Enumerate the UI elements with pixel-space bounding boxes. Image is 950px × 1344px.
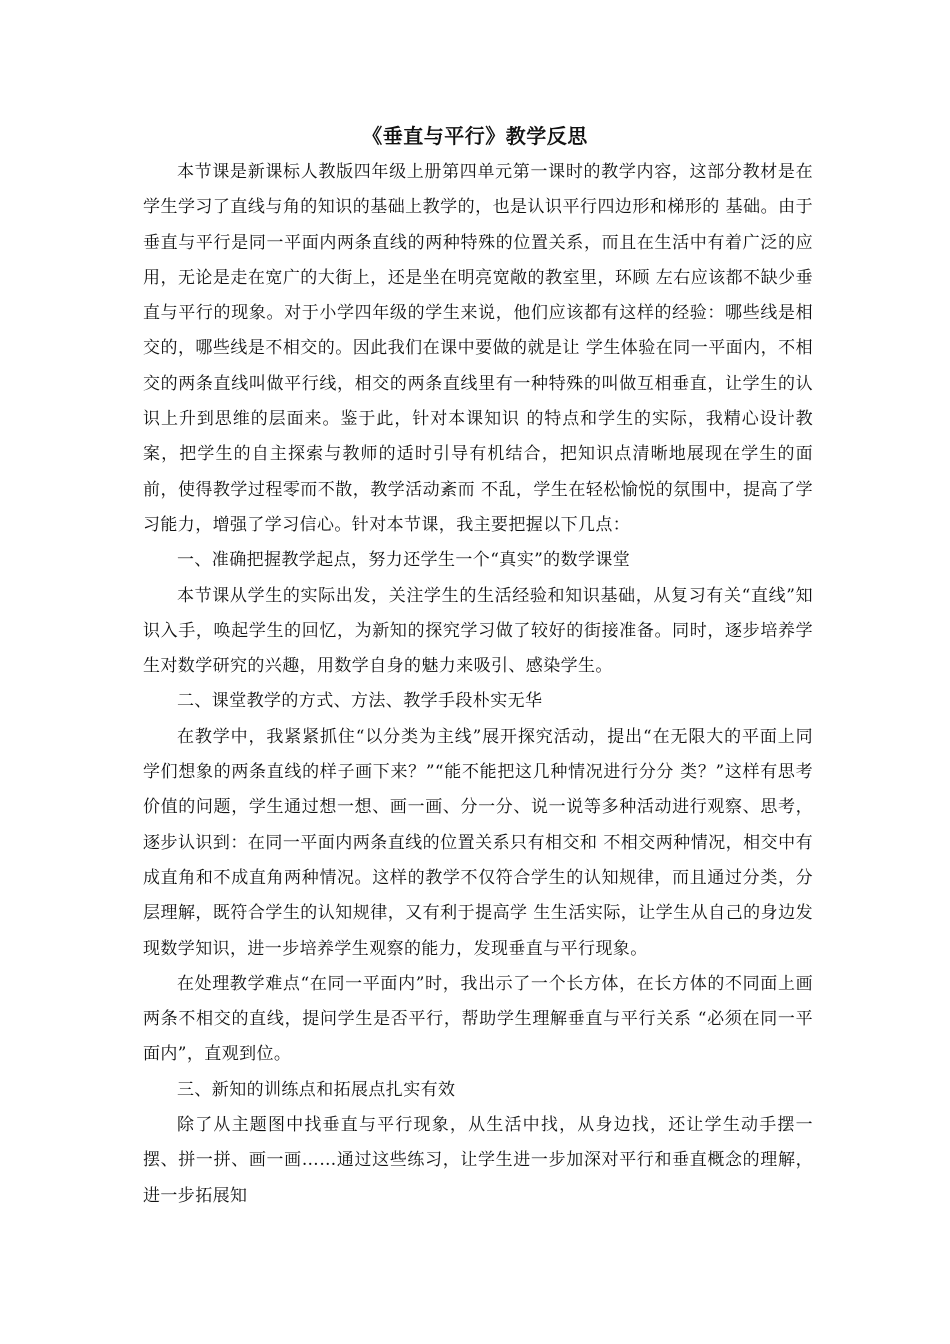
section-heading-2: 二、课堂教学的方式、方法、教学手段朴实无华 [177, 691, 543, 712]
section-heading-3: 三、新知的训练点和拓展点扎实有效 [177, 1079, 456, 1100]
document-body [143, 155, 813, 1214]
paragraph-section-2a: 在教学中，我紧紧抓住“以分类为主线”展开探究活动，提出“在无限大的平面上同学们想象的两条直线的样子画下来？”“能不能把这几种情况进行分分 类？”这样有思考价值的问题，学生通过想一想、画一画、分一分、说一说等多种活动进行观察、思考，逐步认识到：在同一平面内两条直线的位置关系只有相交和 不相交两种情况，相交中有成直角和不成直角两种情况。这样的教学不仅符合学生的认知规律，而且通过分类，分层理解，既符合学生的认知规律，又有利于提高学 生生活实际，让学生从自己的身边发现数学知识，进一步培养学生观察的能力，发现垂直与平行现象。 [143, 726, 813, 959]
document-title: 《垂直与平行》教学反思 [362, 124, 588, 148]
paragraph-section-2b: 在处理教学难点“在同一平面内”时，我出示了一个长方体，在长方体的不同面上画两条不相交的直线，提问学生是否平行，帮助学生理解垂直与平行关系 “必须在同一平面内”，直观到位。 [143, 973, 813, 1065]
paragraph-intro: 本节课是新课标人教版四年级上册第四单元第一课时的教学内容，这部分教材是在学生学习了直线与角的知识的基础上教学的，也是认识平行四边形和梯形的 基础。由于垂直与平行是同一平面内两条直线的两种特殊的位置关系，而且在生活中有着广泛的应用，无论是走在宽广的大街上，还是坐在明亮宽敞的教室里，环顾 左右应该都不缺少垂直与平行的现象。对于小学四年级的学生来说，他们应该都有这样的经验：哪些线是相交的，哪些线是不相交的。因此我们在课中要做的就是让 学生体验在同一平面内，不相交的两条直线叫做平行线，相交的两条直线里有一种特殊的叫做互相垂直，让学生的认识上升到思维的层面来。鉴于此，针对本课知识 的特点和学生的实际，我精心设计教案，把学生的自主探索与教师的适时引导有机结合，把知识点清晰地展现在学生的面前，使得教学过程零而不散，教学活动紊而 不乱，学生在轻松愉悦的氛围中，提高了学习能力，增强了学习信心。针对本节课，我主要把握以下几点： [143, 162, 813, 535]
section-heading-1: 一、准确把握教学起点，努力还学生一个“真实”的数学课堂 [177, 550, 631, 571]
paragraph-section-1: 本节课从学生的实际出发，关注学生的生活经验和知识基础，从复习有关“直线”知识入手，唤起学生的回忆，为新知的探究学习做了较好的街接准备。同时，逐步培养学生对数学研究的兴趣，用数学自身的魅力来吸引、感染学生。 [143, 585, 813, 677]
paragraph-section-3: 除了从主题图中找垂直与平行现象，从生活中找，从身边找，还让学生动手摆一摆、拼一拼、画一画……通过这些练习，让学生进一步加深对平行和垂直概念的理解，进一步拓展知 [143, 1115, 813, 1206]
